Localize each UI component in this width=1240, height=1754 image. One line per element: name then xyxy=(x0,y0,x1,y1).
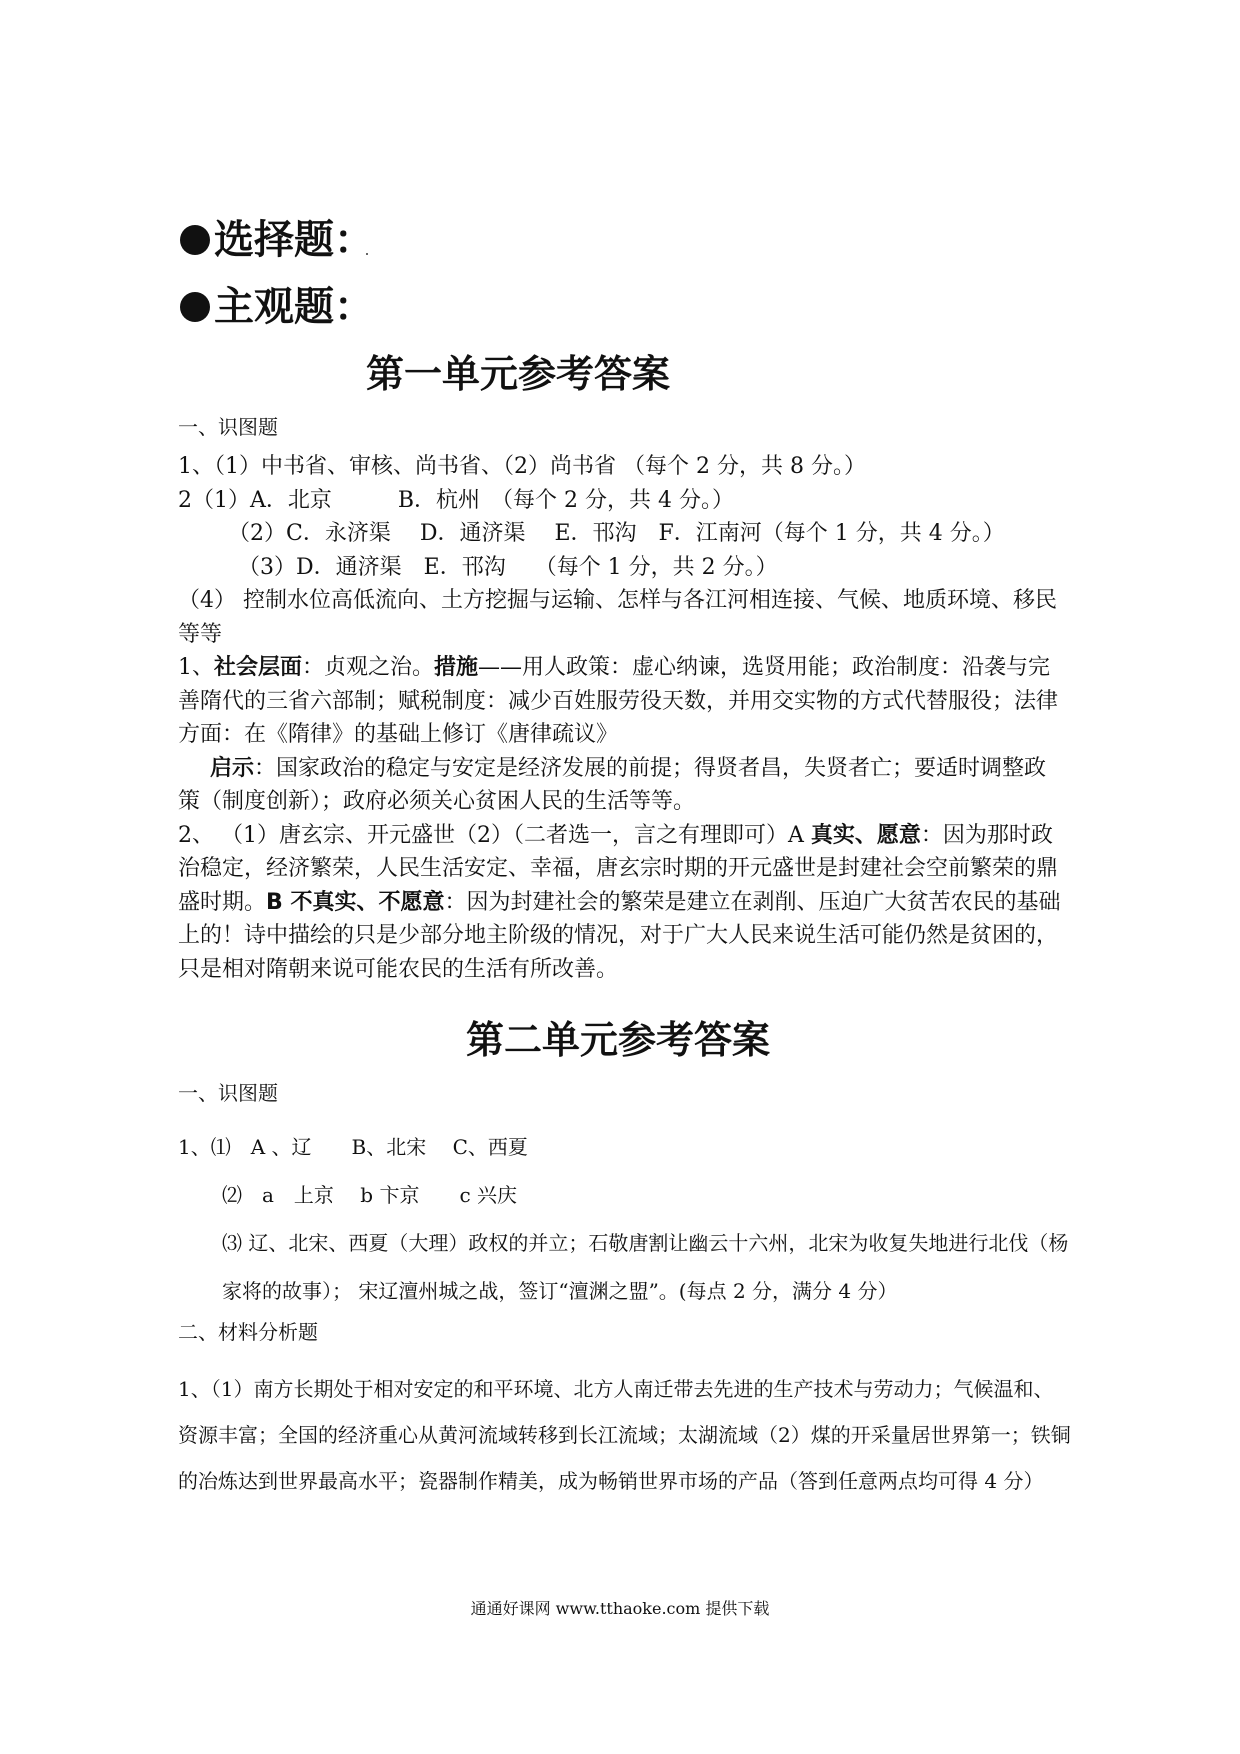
bullet-dot xyxy=(180,292,210,322)
bullet-dot xyxy=(180,225,210,255)
unit2-title: 第二单元参考答案 xyxy=(466,1018,771,1062)
answer-line: ⑶ 辽、北宋、西夏（大理）政权的并立；石敬唐割让幽云十六州，北宋为收复失地进行北伐（杨家将的故事）； 宋辽澶州城之战，签订“澶渊之盟”。(每点 2 分，满分 4 分） xyxy=(222,1231,1069,1303)
subjective-heading: 主观题： xyxy=(180,282,374,332)
answer-line: （4） 控制水位高低流向、土方挖掘与运输、怎样与各江河相连接、气候、地质环境、移民等等 xyxy=(178,588,1057,647)
unit1-title: 第一单元参考答案 xyxy=(366,352,671,396)
answer-paragraph: 2、 （1）唐玄宗、开元盛世（2）（二者选一，言之有理即可）A 真实、愿意：因为那时政治稳定，经济繁荣，人民生活安定、幸福，唐玄宗时期的开元盛世是封建社会空前繁荣的鼎盛时期。B 不真实、不愿意：因为封建社会的繁荣是建立在剥削、压迫广大贫苦农民的基础上的！诗中描绘的只是少部分地主阶级的情况，对于广大人民来说生活可能仍然是贫困的，只是相对隋朝来说可能农民的生活有所改善。 xyxy=(178,822,1061,982)
unit1-answers xyxy=(178,450,1068,986)
answer-line: 1、⑴ A 、辽 B、北宋 C、西夏 xyxy=(178,1135,528,1159)
choice-heading: 选择题： xyxy=(180,215,374,265)
unit2-material-label: 二、材料分析题 xyxy=(178,1320,318,1344)
answer-line: 1、（1）中书省、审核、尚书省、（2）尚书省 （每个 2 分，共 8 分。） xyxy=(178,454,866,479)
answer-line: ⑵ a 上京 b 卞京 c 兴庆 xyxy=(222,1183,517,1207)
unit2-material-answers xyxy=(178,1366,1073,1504)
answer-paragraph: 1、（1）南方长期处于相对安定的和平环境、北方人南迁带去先进的生产技术与劳动力；气候温和、资源丰富；全国的经济重心从黄河流域转移到长江流域；太湖流域（2）煤的开采量居世界第一；铁铜的冶炼达到世界最高水平；瓷器制作精美，成为畅销世界市场的产品（答到任意两点均可得 4 分） xyxy=(178,1377,1071,1493)
answer-paragraph: 1、社会层面：贞观之治。措施——用人政策：虚心纳谏，选贤用能；政治制度：沿袭与完善隋代的三省六部制；赋税制度：减少百姓服劳役天数，并用交实物的方式代替服役；法律方面：在《隋律》的基础上修订《唐律疏议》 xyxy=(178,655,1059,747)
unit2-section-label: 一、识图题 xyxy=(178,1081,278,1105)
answer-paragraph: 启示：国家政治的稳定与安定是经济发展的前提；得贤者昌，失贤者亡；要适时调整政策（制度创新）；政府必须关心贫困人民的生活等等。 xyxy=(178,755,1047,814)
unit2-map-answers xyxy=(178,1123,1073,1315)
answer-line: （2）C．永济渠 D．通济渠 E．邗沟 F．江南河（每个 1 分，共 4 分。） xyxy=(228,521,1005,546)
unit1-section-label: 一、识图题 xyxy=(178,415,278,439)
footer-credit: 通通好课网 www.tthaoke.com 提供下载 xyxy=(470,1599,770,1618)
answer-line: （3）D．通济渠 E．邗沟 （每个 1 分，共 2 分。） xyxy=(238,554,778,580)
answer-line: 2（1）A．北京 B．杭州 （每个 2 分，共 4 分。） xyxy=(178,487,735,513)
